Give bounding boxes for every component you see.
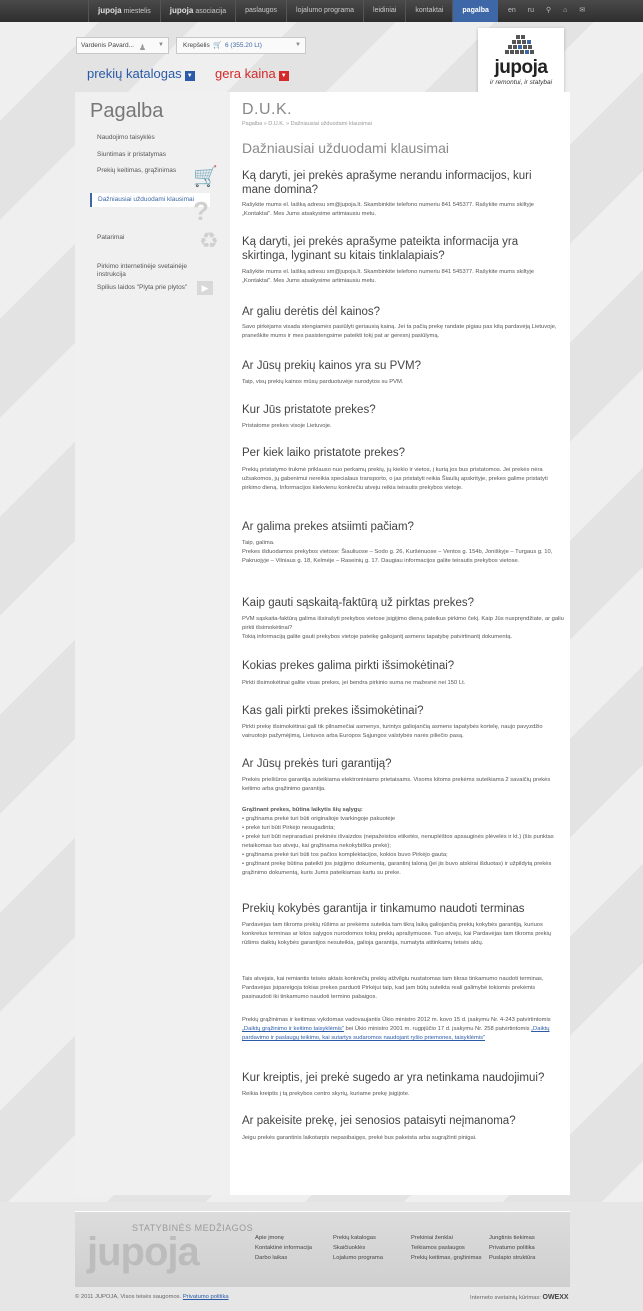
cart-icon: 🛒 [213, 42, 222, 49]
video-icon: ▶ [197, 281, 213, 295]
user-name: Vardenis Pavard... [81, 42, 134, 49]
copyright: © 2011 JUPOJA, Visos teisės saugomos. Privatumo politika [75, 1294, 229, 1300]
faq-question: Kur kreiptis, jei prekė sugedo ar yra netinkama naudojimui? [242, 1072, 545, 1084]
sidebar-item-naudojimo-taisykles[interactable]: Naudojimo taisyklės [97, 134, 155, 141]
warranty-paragraph: Prekių grąžinimas ir keitimas vykdomas vadovaujantis Ūkio ministro 2012 m. kovo 15 d. įsakymu Nr. 4-243 patvirtintomis „Daiktų grąžinimo ir keitimo taisyklėmis" bei Ūkio ministro 2001 m. rugpjūčio 17 d. įsakymu Nr. 258 patvirtintomis „Daiktų pardavimo ir paslaugų teikimo, kai sutartys sudaromos naudojant ryšio priemones, taisyklėmis" [242, 1017, 551, 1041]
footer-link[interactable]: Prekių keitimas, grąžinimas [411, 1255, 482, 1261]
developer-link[interactable]: OWEXX [542, 1294, 569, 1301]
topnav-miestelis[interactable]: jupoja miestelis [88, 0, 160, 22]
rules-link[interactable]: „Daiktų grąžinimo ir keitimo taisyklėmis" [242, 1026, 344, 1032]
faq-question: Ką daryti, jei prekės aprašyme nerandu informacijos, kuri mane domina? [242, 170, 532, 196]
privacy-link[interactable]: Privatumo politika [182, 1294, 229, 1300]
faq-question: Kokias prekes galima pirkti išsimokėtinai? [242, 660, 455, 672]
faq-question: Kur Jūs pristatote prekes? [242, 404, 376, 416]
footer-link[interactable]: Prekių katalogas [333, 1235, 376, 1241]
faq-question: Ar galima prekes atsiimti pačiam? [242, 521, 414, 533]
language-switcher [508, 0, 585, 22]
faq-answer: PVM sąskaita-faktūrą galima išsirašyti prekybos vietose įsigijimo dieną pateikus pirkimo čekį. Kaip Jūs nuspręndžiate, ar galiu pirkti išsimokėtinai? Tokią informaciją galite gauti prekybos vietoje pateikę galiojantį asmens tapatybę patvirtinantį dokumentą. [242, 616, 564, 640]
footer-column [489, 1233, 535, 1263]
faq-answer: Rašykite mums el. laišką adresu sm@jupoja.lt. Skambinkite telefono numeriu 841 545377. Rašykite mums skiltyje „Kontaktai". Mes Jums atsakysime artimiausiu metu. [242, 202, 534, 217]
sidebar-item-siuntimas[interactable]: Siuntimas ir pristatymas [97, 151, 166, 158]
faq-answer: Rašykite mums el. laišką adresu sm@jupoja.lt. Skambinkite telefono numeriu 841 545377. Rašykite mums skiltyje „Kontaktai". Mes Jums atsakysime artimiausiu metu. [242, 269, 534, 284]
return-condition: • prekė turi būti nepraradusi prekinės išvaizdos (nepažeistos etiketės, nenuplėštos apsauginės plėvelės ir kt.) (šis punktas netaikomas tuo atveju, kai grąžinama nekokybiška prekė); [242, 834, 554, 849]
topnav-asociacija[interactable]: jupoja asociacija [160, 0, 235, 22]
developer-credit: Interneto svetainių kūrimas: OWEXX [470, 1294, 569, 1301]
site-logo[interactable] [478, 28, 564, 92]
faq-answer: Reikia kreiptis į tą prekybos centro skyrių, kuriame prekę įsigijote. [242, 1091, 410, 1097]
tip-icon: ♻ [199, 228, 219, 253]
faq-question: Prekių kokybės garantija ir tinkamumo naudoti terminas [242, 903, 525, 915]
lang-ru[interactable]: ru [527, 7, 535, 14]
footer-logo[interactable]: jupoja [87, 1230, 199, 1274]
warranty-paragraph: Tais atvejais, kai remiantis teisės aktais konkrečių prekių atžvilgiu nustatomas tam tikras tinkamumo naudoti terminas, Pardavėjas įsipareigoja tokias prekes parduoti Pirkėjui taip, kad jam būtų suteikta reali galimybė tokiomis prekėmis pasinaudoti iki tinkamumo naudoti termino pabaigos. [242, 976, 544, 1000]
footer-link[interactable]: Apie įmonę [255, 1235, 285, 1241]
sidebar-item-duk[interactable]: Dažniausiai užduodami klausimai [90, 193, 210, 207]
sidebar [75, 92, 230, 1195]
footer-link[interactable]: Teikiamos paslaugos [411, 1245, 465, 1251]
chevron-down-icon: ▼ [295, 42, 301, 48]
question-icon: ? [193, 196, 209, 226]
footer [75, 1211, 570, 1287]
logo-tagline: ir remontui, ir statybai [489, 79, 553, 86]
faq-answer: Pristatome prekes visoje Lietuvoje. [242, 423, 332, 429]
faq-answer: Pirkti prekę išsimokėtinai gali tik pilnamečiai asmenys, turintys galiojančią asmens tapatybės kortelę, naujo pavyzdžio vairuotojo pažymėjimą, Lietuvos arba Europos Sąjungos valstybės narės piliečio pasą. [242, 724, 543, 739]
footer-column [411, 1233, 482, 1263]
return-condition: • grąžinama prekė turi būti originalioje tvarkingoje pakuotėje [242, 816, 396, 822]
top-nav [88, 0, 498, 22]
user-account-dropdown[interactable] [76, 37, 169, 54]
sidebar-item-spilius[interactable]: Spilius laidos "Plyta prie plytos" [97, 284, 188, 291]
footer-link[interactable]: Jungtinis tiekimas [489, 1235, 535, 1241]
sidebar-item-keitimas[interactable]: Prekių keitimas, grąžinimas [97, 167, 177, 174]
faq-question: Kaip gauti sąskaitą-faktūrą už pirktas prekes? [242, 597, 475, 609]
return-condition: • grąžinama prekė turi būti tos pačios komplektacijos, kokios buvo Pirkėjo gauta; [242, 852, 448, 858]
faq-question: Ar galiu derėtis dėl kainos? [242, 306, 381, 318]
top-navigation-bar [0, 0, 643, 22]
footer-link[interactable]: Kontaktinė informacija [255, 1245, 313, 1251]
faq-question: Ar pakeisite prekę, jei senosios pataisyti neįmanoma? [242, 1115, 516, 1127]
faq-answer: Taip, galima. Prekes išduodamos prekybos vietose: Šiauliuose – Sodo g. 26, Kuršėnuose – Ventos g. 154b, Joniškyje – Turgaus g. 10, Pakruojyje – Vilniaus g. 18, Kelmėje – Raseinių g. 17. Daugiau informacijos galite teirautis prekybos vietose. [242, 540, 553, 564]
return-conditions-heading: Grąžinant prekes, būtina laikytis šių sąlygų: [242, 807, 363, 813]
topnav-kontaktai[interactable]: kontaktai [405, 0, 452, 22]
footer-link[interactable]: Privatumo politika [489, 1245, 535, 1251]
faq-question: Ar Jūsų prekių kainos yra su PVM? [242, 360, 421, 372]
return-condition: • grąžinant prekę būtina pateikti jos įsigijimo dokumentą, garantinį taloną (jei jis buvo atskirai išduotas) ir užpildytą prekės grąžinimo dokumentą, kuris Jums pateikiamas kartu su preke. [242, 861, 552, 876]
cart-value: 6 (355.20 Lt) [225, 42, 262, 49]
product-catalog-menu[interactable]: prekių katalogas ▼ [87, 66, 195, 81]
section-heading: D.U.K. [242, 101, 293, 118]
home-icon[interactable]: ⌂ [563, 7, 568, 14]
footer-link[interactable]: Darbo laikas [255, 1255, 288, 1261]
faq-answer: Prekės priešiūros garantija suteikiama elektroniniams prietaisams. Visoms kitoms prekėms suteikiama 2 savaičių prekės keitimo arba grąžinimo garantija. [242, 777, 551, 792]
logo-building-icon [500, 32, 540, 60]
faq-question: Ar Jūsų prekės turi garantiją? [242, 758, 392, 770]
faq-question: Per kiek laiko pristatote prekes? [242, 447, 405, 459]
faq-answer: Jeigu prekės garantinis laikotarpis nepasibaigęs, prekė bus pakeista arba sugrąžinti pinigai. [242, 1135, 477, 1141]
sidebar-item-patarimai[interactable]: Patarimai [97, 234, 125, 241]
topnav-pagalba[interactable]: pagalba [452, 0, 497, 22]
main-content [230, 92, 570, 1195]
footer-link[interactable]: Puslapio struktūra [489, 1255, 536, 1261]
footer-column [255, 1233, 312, 1263]
chevron-down-icon: ▼ [279, 71, 289, 81]
topnav-leidiniai[interactable]: leidiniai [363, 0, 405, 22]
footer-logo-subtitle: STATYBINĖS MEDŽIAGOS [132, 1223, 254, 1233]
sidebar-title: Pagalba [90, 100, 164, 122]
faq-answer: Prekių pristatymo trukmė priklauso nuo perkamų prekių, jų kiekio ir vietos, į kurią jos bus pristatomos. Jei prekės nėra užsakomos, jų gabenimui nereikia specialaus transporto, o jas pristatyti reikia Šiaulių apskrityje, prekes galime pristatyti pirkimo dieną. Informacijos kiekvienu konkrečiu atveju reikia teirautis prekybos vietoje. [242, 467, 548, 491]
lang-en[interactable]: en [508, 7, 516, 14]
topnav-lojalumo-programa[interactable]: lojalumo programa [286, 0, 363, 22]
faq-answer: Pardavėjas tam tikroms prekių rūšims ar prekėms suteikia tam tikrą laiką galiojančią prekių kokybės garantiją, kuriuos konkretus terminas ar kitos sąlygos nurodomos tokių prekių aprašymuose. Tuo atveju, kai Pardavėjas tam tikroms prekių rūšims daiktų kokybės garantijos nesuteikia, galioja garantija, numatyta atitinkamų teisės aktų. [242, 922, 551, 946]
faq-question: Kas gali pirkti prekes išsimokėtinai? [242, 705, 424, 717]
topnav-paslaugos[interactable]: paslaugos [235, 0, 286, 22]
search-icon[interactable]: ⚲ [546, 7, 552, 14]
mail-icon[interactable]: ✉ [579, 7, 586, 14]
faq-answer: Taip, visų prekių kainos mūsų parduotuvėje nurodytos su PVM. [242, 379, 404, 385]
chevron-down-icon: ▼ [185, 71, 195, 81]
footer-link[interactable]: Skaičiuoklės [333, 1245, 366, 1251]
sidebar-item-instrukcija[interactable]: Pirkimo internetinėje svetainėje instrukcija [97, 263, 187, 278]
good-price-menu[interactable]: gera kaina ▼ [215, 66, 289, 81]
cart-dropdown[interactable] [176, 37, 306, 54]
faq-answer: Savo pirkėjams visada stengiamės pasiūlyti geriausią kainą. Jei ta pačią prekę randate pigiau pas kitą pardavėją Lietuvoje, praneškite mums ir mes pasistengsime pateikti tokį pat ar geresnį pasiūlymą. [242, 324, 557, 339]
breadcrumb[interactable]: Pagalba » D.U.K. » Dažniausiai užduodami klausimai [242, 121, 372, 127]
footer-link[interactable]: Prekiniai ženklai [411, 1235, 453, 1241]
cart-label: Krepšelis [183, 42, 210, 49]
page-title: Dažniausiai užduodami klausimai [242, 140, 449, 156]
return-condition: • prekė turi būti Pirkėjo nesugadinta; [242, 825, 335, 831]
faq-answer: Pirkti išsimokėtinai galite visas prekes, jei bendra pirkinio suma ne mažesnė nei 150 Lt. [242, 680, 466, 686]
chevron-down-icon: ▼ [158, 42, 164, 48]
footer-column [333, 1233, 383, 1263]
user-icon: ♟ [138, 43, 146, 52]
logo-text: jupoja [494, 57, 548, 78]
cart-icon: 🛒 [193, 166, 218, 188]
footer-link[interactable]: Lojalumo programa [333, 1255, 383, 1261]
faq-question: Ką daryti, jei prekės aprašyme pateikta informacija yra skirtinga, lyginant su kitais tinklalapiais? [242, 236, 519, 262]
distance-rules-link[interactable]: „Daiktų pardavimo ir paslaugų teikimo, kai sutartys sudaromos naudojant ryšio priemones, taisyklėmis" [242, 1026, 550, 1041]
